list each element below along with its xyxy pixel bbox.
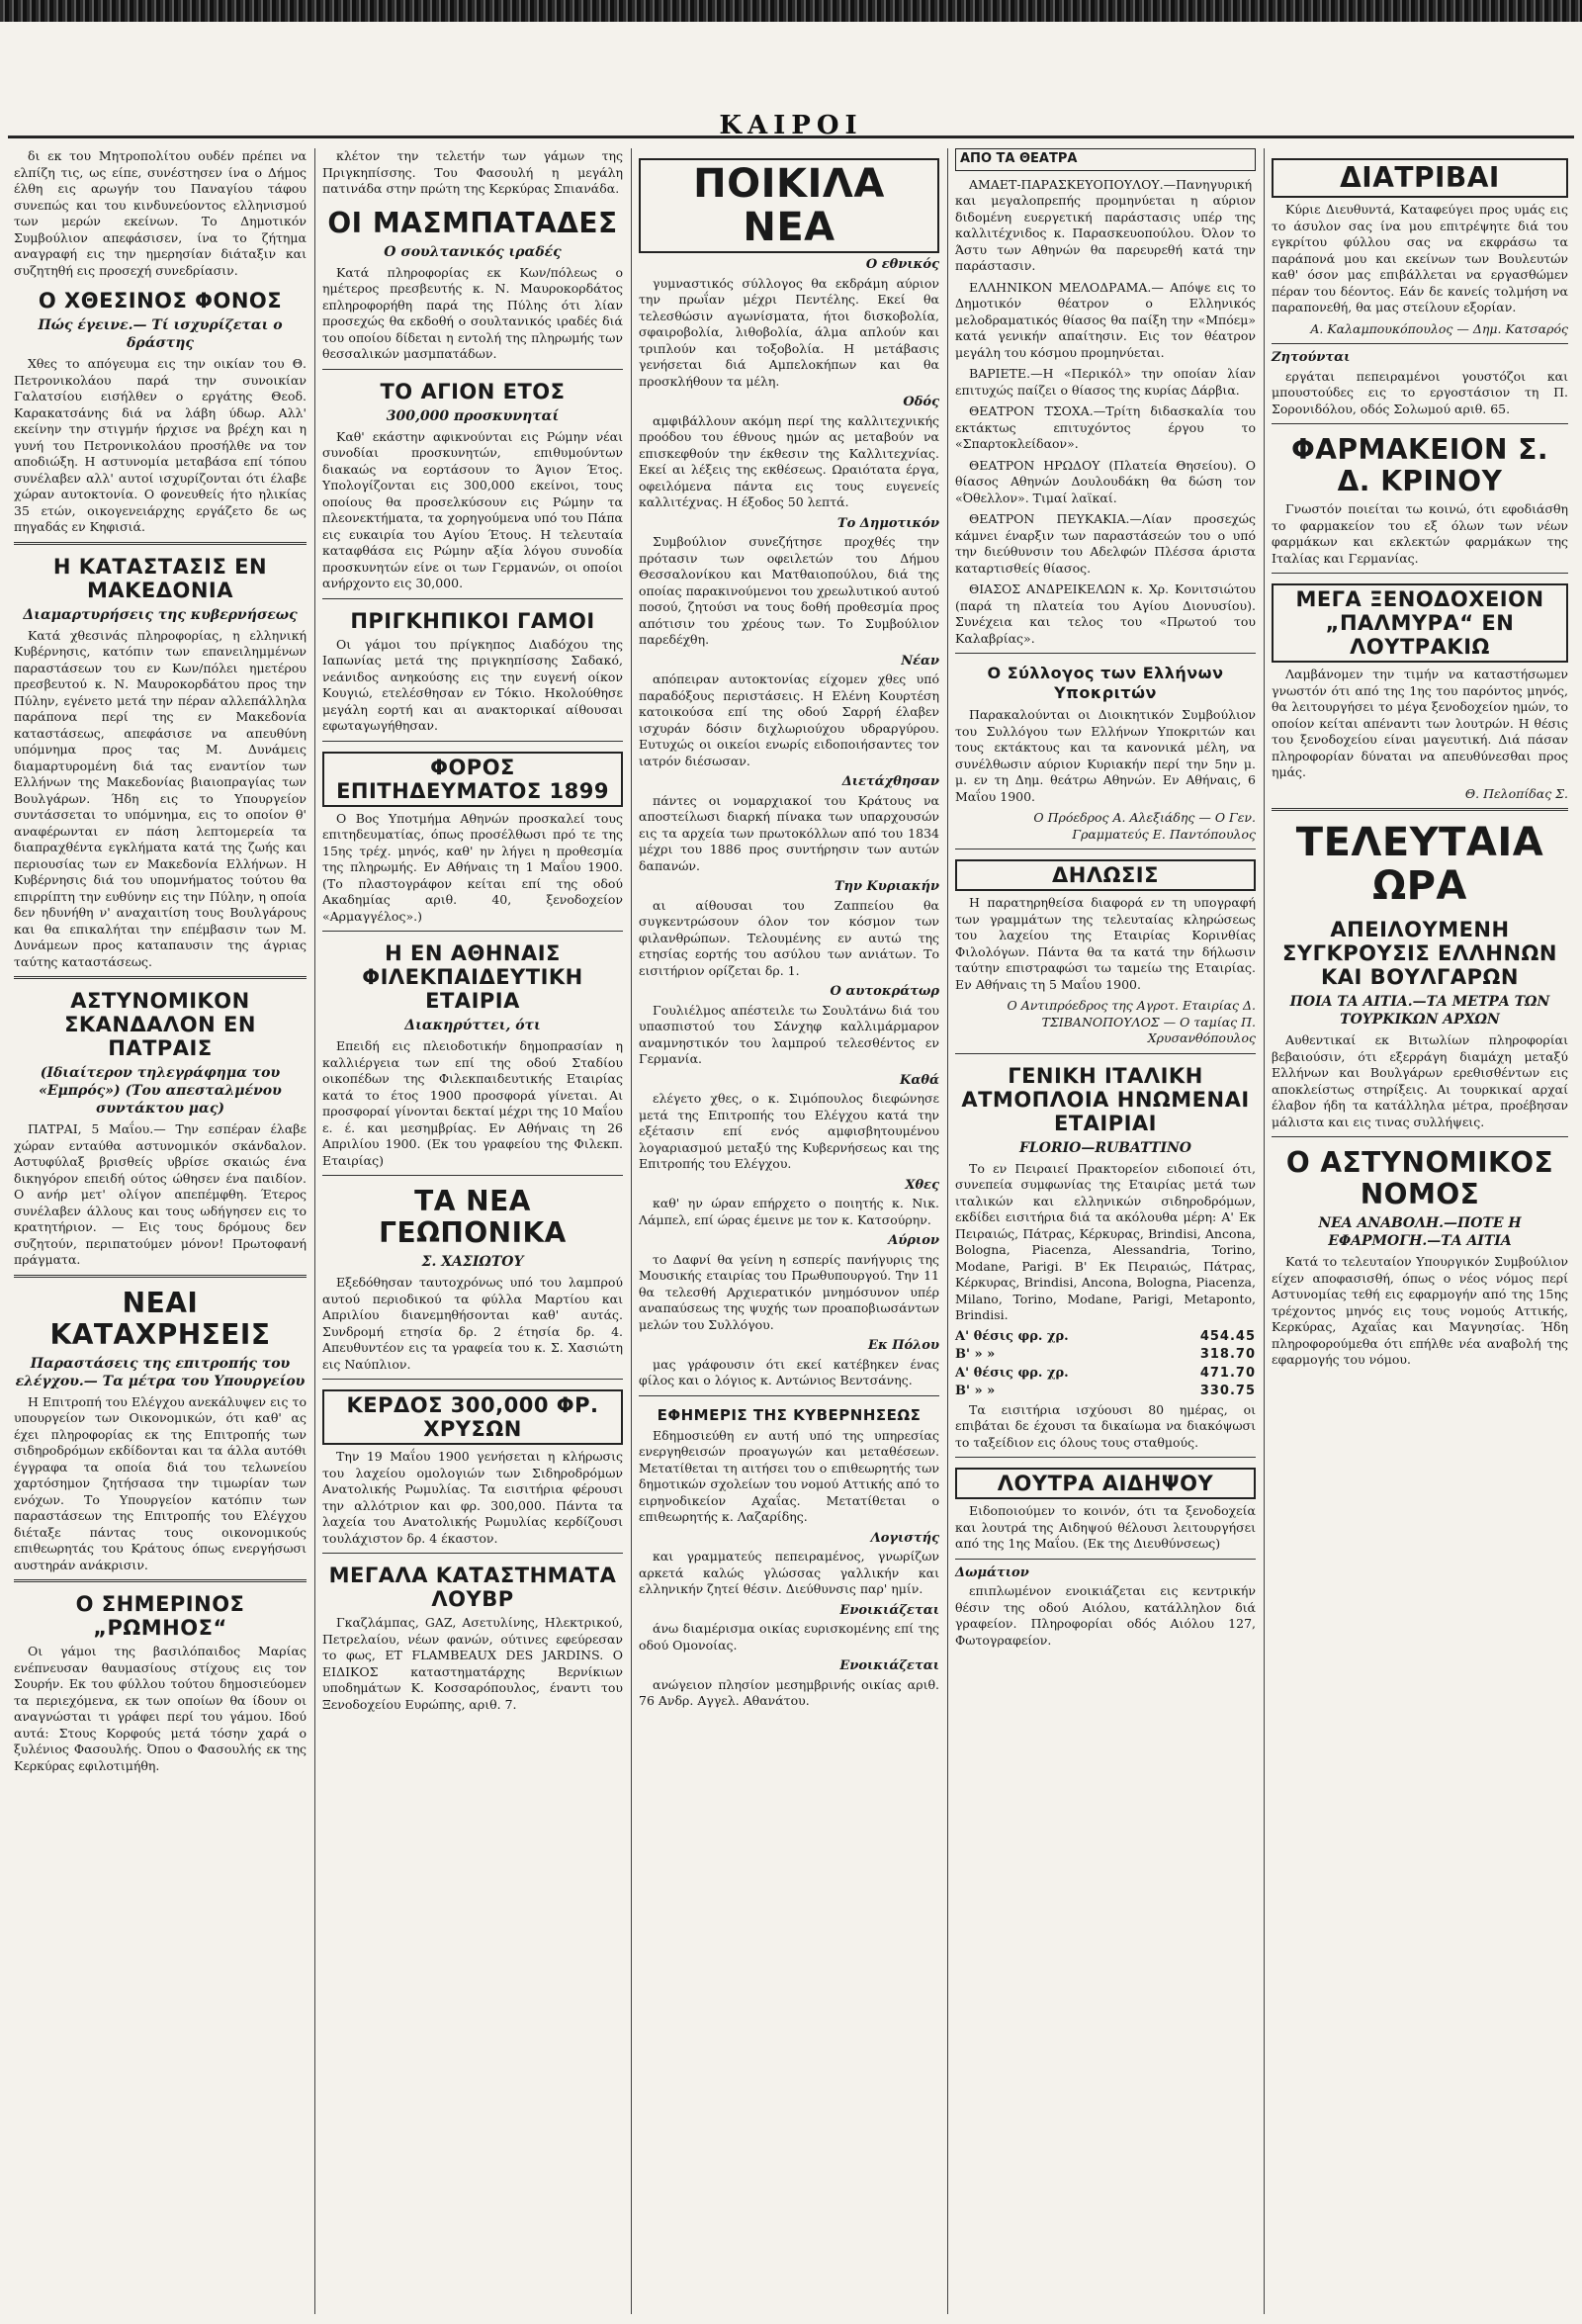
column-1 xyxy=(8,148,312,2314)
subheadline: Διακηρύττει, ότι xyxy=(404,1018,541,1033)
subheadline: FLORIO—RUBATTINO xyxy=(1018,1139,1191,1156)
divider xyxy=(14,1275,307,1278)
headline-syllogos: Ο Σύλλογος των Ελλήνων Υποκριτών xyxy=(987,664,1224,702)
item-lead: Λογιστής xyxy=(870,1530,939,1546)
subheadline: (Ιδιαίτερον τηλεγράφημα του «Εμπρός») (Του απεσταλμένου συντάκτου μας) xyxy=(39,1065,282,1117)
item-lead: Εκ Πόλου xyxy=(868,1338,939,1353)
divider xyxy=(322,931,623,932)
news-item: καθ' ην ώραν επήρχετο ο ποιητής κ. Νικ. Λάμπελ, επί ώρας έμεινε με τον κ. Κατσούρην. xyxy=(639,1196,939,1227)
article-text: Κατά πληροφορίας εκ Κων/πόλεως ο ημέτερος πρεσβευτής κ. Ν. Μαυροκορδάτος επληροφορήθη παρά της Πύλης ότι λίαν προσεχώς θα εκδοθή ο σουλτανικός ιραδές διά του οποίου δίδεται η εντολή της πληρωμής των θεσσαλικών μασμπατάδων. xyxy=(322,264,623,361)
divider xyxy=(322,741,623,742)
divider xyxy=(322,1175,623,1176)
subheadline: ΠΟΙΑ ΤΑ ΑΙΤΙΑ.—ΤΑ ΜΕΤΡΑ ΤΩΝ ΤΟΥΡΚΙΚΩΝ ΑΡΧΩΝ xyxy=(1289,994,1550,1028)
item-lead: Οδός xyxy=(903,395,939,409)
column-5 xyxy=(1266,148,1574,2314)
article-text: Οι γάμοι της βασιλόπαιδος Μαρίας ενέπνευσαν θαυμασίους στίχους εις τον Σουρήν. Εκ του φύλλου τούτου δημοσιεύομεν τα περιεχόμενα, εκ των οποίων θα ίδουν οι αναγνώσται τι γράφει περί του γάμου. Ιδού αυτά: Στους Κορφούς μετά τόσην χαρά ο ξυλένιος Φασουλής. Όπου ο Φασουλής εκ της Κερκύρας εφιλοτιμήθη. xyxy=(14,1644,307,1773)
classified-ad: ανώγειον πλησίον μεσημβρινής οικίας αριθ. 76 Ανδρ. Αγγελ. Αθανάτου. xyxy=(639,1676,939,1708)
headline-efimeris: ΕΦΗΜΕΡΙΣ ΤΗΣ ΚΥΒΕΡΝΗΣΕΩΣ xyxy=(657,1405,922,1424)
theatre-item: ΘΕΑΤΡΟΝ ΤΣΟΧΑ.—Τρίτη διδασκαλία του εκτάκτως επιτυχόντος έργου το «Σπαρτοκλείδαον». xyxy=(955,403,1256,451)
article-text: Ο Βος Υποτμήμα Αθηνών προσκαλεί τους επιτηδευματίας, όπως προσέλθωσι πρό τε της 15ης τρέχ. μηνός, καθ' ην λήγει η προθεσμία της πληρωμής. Εν Αθήναις τη 1 Μαΐου 1900. (Το πλαστογράφον κείται επί της οδού Ακαδημίας αριθ. 40, ξενοδοχείον «Αρμαγγέλος».) xyxy=(322,810,623,924)
headline-skandalon: ΑΣΤΥΝΟΜΙΚΟΝ ΣΚΑΝΔΑΛΟΝ ΕΝ ΠΑΤΡΑΙΣ xyxy=(64,989,256,1060)
theatre-item: ΘΕΑΤΡΟΝ ΗΡΩΔΟΥ (Πλατεία Θησείου). Ο θίασος Αθηνών Δουλουδάκη θα δώση τον «Όθελλον». Τιμαί λαϊκαί. xyxy=(955,457,1256,505)
divider xyxy=(955,1457,1256,1458)
fare-value: 330.75 xyxy=(1199,1384,1256,1398)
fare-row xyxy=(955,1329,1256,1346)
fare-label: Α' θέσις φρ. χρ. xyxy=(955,1365,1069,1381)
section-label-theatra: ΑΠΟ ΤΑ ΘΕΑΤΡΑ xyxy=(955,148,1256,171)
divider xyxy=(322,1553,623,1554)
divider xyxy=(14,976,307,979)
news-item: Εδημοσιεύθη εν αυτή υπό της υπηρεσίας ενεργηθεισών προαγωγών και μεταθέσεων. Μετατίθεται τη αιτήσει του ο επιθεωρητής των δημοτικών σχολείων του νομού Αττικής από το ειρηνοδικείον Αχαΐας. Μετατίθεται ο επιθεωρητής κ. Λαζαρίδης. xyxy=(639,1427,939,1524)
item-lead: Καθά xyxy=(900,1072,939,1088)
classified-ad: επιπλωμένον ενοικιάζεται εις κεντρικήν θέσιν της οδού Αιόλου, κατάλληλον διά γραφείον. Πληροφορίαι οδός Αιόλου 127, Φωτογραφείον. xyxy=(955,1583,1256,1648)
subheadline: ΝΕΑ ΑΝΑΒΟΛΗ.—ΠΟΤΕ Η ΕΦΑΡΜΟΓΗ.—ΤΑ ΑΙΤΙΑ xyxy=(1318,1215,1522,1249)
headline-geoponika: ΤΑ ΝΕΑ ΓΕΩΠΟΝΙΚΑ xyxy=(379,1185,567,1249)
item-lead: Αύριον xyxy=(888,1233,939,1248)
fare-label: Α' θέσις φρ. χρ. xyxy=(955,1328,1069,1344)
column-2 xyxy=(316,148,629,2314)
article-text: Οι γάμοι του πρίγκηπος Διαδόχου της Ιαπωνίας μετά της πριγκηπίσσης Σαδακό, νεάνιδος ανηκούσης εις την ευγενή οίκον Κουγιώ, ετελέσθησαν εν Τόκιο. Ηκολούθησε μεγάλη εορτή και αι ανακτορικαί αίθουσαι εφωταγωγήθησαν. xyxy=(322,636,623,733)
divider xyxy=(1272,343,1568,344)
scan-top-edge xyxy=(0,0,1582,22)
news-item: αι αίθουσαι του Ζαππείου θα συγκεντρώσουν όλον τον κόσμον των φιλανθρώπων. Τελουμένης εν αυτώ της ετησίας εορτής του ασύλου των ανιάτων. Το εισιτήριον ορίζεται δρ. 1. xyxy=(639,897,939,978)
fare-row xyxy=(955,1347,1256,1364)
news-item: ελέγετο χθες, ο κ. Σιμόπουλος διεφώνησε μετά της Επιτροπής του Ελέγχου κατά την εξέτασιν επί ενός αμφισβητουμένου λογαριασμού μεταξύ της Κυβερνήσεως και της Επιτροπής του Ελέγχου. xyxy=(639,1091,939,1171)
divider xyxy=(639,1395,939,1396)
signature: Θ. Πελοπίδας Σ. xyxy=(1464,785,1568,801)
article-text: Χθες το απόγευμα εις την οικίαν του Θ. Πετρονικολάου παρά την συνοικίαν Γαλατσίου εισήλθεν ο εργάτης Θεοδ. Καρακατσάνης διά να λάβη ύδωρ. Αλλ' εκείνην την στιγμήν ήρχισε να βρέχη και η γυνή του Πετρονικολάου προσήλθε να τον αποδιώξη. Η αστυνομία μεταβάσα επί τόπου συνέλαβεν αλλ' αυτοί ισχυρίζονται ότι έλαβε χώραν αυτοκτονία. Ο φονευθείς ήτο ηλικίας 35 ετών, οικογενειάρχης εργάζετο δε ως πηγαδάς εν Κηφισιά. xyxy=(14,356,307,534)
masthead-title: ΚΑΙΡΟΙ xyxy=(719,111,863,140)
theatre-item: ΘΙΑΣΟΣ ΑΝΔΡΕΙΚΕΛΩΝ κ. Χρ. Κονιτσιώτου (παρά τη πλατεία του Αγίου Διονυσίου). Συνέχεια και τελος του «Πρωτού του Καλαβρίας». xyxy=(955,581,1256,646)
article-text: Γνωστόν ποιείται τω κοινώ, ότι εφοδιάσθη το φαρμακείον του εξ όλων των νέων φαρμάκων και εκλεκτών φαρμάκων της Ιταλίας και Γερμανίας. xyxy=(1272,501,1568,566)
column-3 xyxy=(633,148,945,2314)
divider xyxy=(322,369,623,370)
item-lead: Ενοικιάζεται xyxy=(839,1602,939,1618)
article-text: Λαμβάνομεν την τιμήν να καταστήσωμεν γνωστόν ότι από της 1ης του παρόντος μηνός, θα λειτουργήσει το μέγα ξενοδοχείον ημών, το οποίον κείται απέναντι των λουτρών. Η θέσις του ξενοδοχείου είναι μαγευτική. Διά πάσαν πληροφορίαν δύναται να απευθύνεσθαι προς ημάς. xyxy=(1272,667,1568,779)
fare-row xyxy=(955,1366,1256,1383)
fare-value: 318.70 xyxy=(1199,1347,1256,1362)
masthead-rule xyxy=(8,135,1574,138)
signature: Ο Πρόεδρος Α. Αλεξιάδης — Ο Γεν. Γραμματεύς Ε. Παντόπουλος xyxy=(1033,810,1256,842)
article-text: Τα εισιτήρια ισχύουσι 80 ημέρας, οι επιβάται δε έχουσι τα δικαίωμα να διακόψωσι το ταξείδιον εις όλους τους σταθμούς. xyxy=(955,1401,1256,1450)
subheadline: Ο σουλτανικός ιραδές xyxy=(384,243,562,260)
signature: Α. Καλαμπουκόπουλος — Δημ. Κατσαρός xyxy=(1310,320,1568,336)
article-text: Η Επιτροπή του Ελέγχου ανεκάλυψεν εις το υπουργείον των Οικονομικών, ότι καθ' ας έχει πληροφορίας εκ της Επιτροπής των σιδηροδρόμων εκδίδονται και τα άλλα αυτόθι έγγραφα τα οποία διά του τελωνείου χαρτόσημον ζητήσασα την τιμωρίαν των ενόχων. Το Υπουργείον κατόπιν των παραστάσεων της Επιτροπής του Ελέγχου διέταξε πάντας τους οικονομικούς επιθεωρητάς του Κράτους όπως ενεργήσωσι αυστηράν ανάκρισιν. xyxy=(14,1393,307,1572)
headline-makedonia: Η ΚΑΤΑΣΤΑΣΙΣ ΕΝ ΜΑΚΕΔΟΝΙΑ xyxy=(52,554,268,602)
item-lead: Χθες xyxy=(905,1177,939,1193)
divider xyxy=(14,1579,307,1582)
column-4 xyxy=(949,148,1262,2314)
article-text: Κατά χθεσινάς πληροφορίας, η ελληνική Κυβέρνησις, κατόπιν των επανειλημμένων παραστάσεων του εν Κων/πόλει ημετέρου πρεσβευτού κ. Ν. Μαυροκορδάτου προς την Πύλην, εγένετο μετά την πέραν αλλεπάλληλα παράπονα περί της εν Μακεδονία καταστάσεως, απεφάσισε να απευθύνη υπόμνημα προς τας Μ. Δυνάμεις διαμαρτυρομένη διά τας εναντίον των Ελλήνων της Μακεδονίας βιαιοπραγίας των Βουλγάρων. Ήδη εις το Υπουργείον συντάσσεται το υπόμνημα, εις το οποίον θ' αναφέρωνται εν πάση λεπτομερεία τα διαπραχθέντα εγκλήματα κατά της ζωής και περιουσίας των εν Μακεδονία Ελλήνων. Η Κυβέρνησις διά του υπομνήματος τούτου θα επιρρίπτη την ευθύνην εις την Πύλην, η οποία δεν ηδυνήθη ν' αναχαιτίση τους Βουλγάρους και θα επικαλήται την επέμβασιν των Μ. Δυνάμεων προς καταπαυσιν της άγριας ταύτης καταστάσεως. xyxy=(14,627,307,969)
item-lead: Διετάχθησαν xyxy=(841,774,939,789)
subheadline: Πώς έγεινε.— Τί ισχυρίζεται ο δράστης xyxy=(38,317,283,351)
headline-kerdos: ΚΕΡΔΟΣ 300,000 ΦΡ. ΧΡΥΣΩΝ xyxy=(322,1389,623,1445)
item-lead: Δωμάτιον xyxy=(955,1564,1029,1580)
theatre-item: ΒΑΡΙΕΤΕ.—Η «Περικόλ» την οποίαν λίαν επιτυχώς παίζει ο θίασος της κυρίας Δάρβια. xyxy=(955,366,1256,398)
column-divider xyxy=(631,148,632,2314)
subheadline: Διαμαρτυρήσεις της κυβερνήσεως xyxy=(23,606,298,623)
theatre-item: ΘΕΑΤΡΟΝ ΠΕΥΚΑΚΙΑ.—Λίαν προσεχώς κάμνει έναρξιν των παραστάσεών του ο υπό την διεύθυνσιν του Αδελφών Πλέσσα άριστα καταρτισθείς θίασος. xyxy=(955,511,1256,576)
article-text: Εξεδόθησαν ταυτοχρόνως υπό του λαμπρού αυτού περιοδικού τα φύλλα Μαρτίου και Απριλίου διανεμηθήσονται καθ' αυτάς. Συνδρομή ετησία δρ. 2 έτησία δρ. 4. Απευθυντέον εις τα γραφεία του κ. Σ. Χασιώτη εις Ναύπλιον. xyxy=(322,1275,623,1372)
item-lead: Ενοικιάζεται xyxy=(839,1658,939,1673)
headline-agion-etos: ΤΟ ΑΓΙΟΝ ΕΤΟΣ xyxy=(380,379,566,403)
article-text: κλέτον την τελετήν των γάμων της Πριγκηπίσσης. Του Φασουλή η μεγάλη πατινάδα στην πρώτη της Κερκύρας Σπιανάδα. xyxy=(322,148,623,196)
column-divider xyxy=(1264,148,1265,2314)
news-item: μας γράφουσιν ότι εκεί κατέβηκεν ένας φίλος και ο λόγιος κ. Αντώνιος Βεντσάνης. xyxy=(639,1356,939,1387)
article-text: Επειδή εις πλειοδοτικήν δημοπρασίαν η καλλιέργεια των επί της οδού Σταδίου οικοπέδων της Φιλεκπαιδευτικής Εταιρίας κατά το έτος 1900 προσφορά γίνεται. Αι προσφοραί γίνονται δεκταί μέχρι της 10 Μαΐου ε. έ. και μεσημβρίας. Εν Αθήναις τη 26 Απριλίου 1900. (Εκ του γραφείου της Φιλεκπ. Εταιρίας) xyxy=(322,1038,623,1168)
headline-foros: ΦΟΡΟΣ ΕΠΙΤΗΔΕΥΜΑΤΟΣ 1899 xyxy=(322,752,623,807)
article-text: Γκαζλάμπας, GAZ, Ασετυλίνης, Ηλεκτρικού, Πετρελαίου, νέων φανών, ούτινες εφεύρεσαν το φως, ET FLAMBEAUX DES JARDINS. Ο ΕΙΔΙΚΟΣ καταστηματάρχης Βερνίκιων υποδημάτων Κ. Κοσσαρόπουλος, έναντι του Ξενοδοχείου Ευρώπης, αριθ. 7. xyxy=(322,1615,623,1712)
article-text: Καθ' εκάστην αφικνούνται εις Ρώμην νέαι συνοδίαι προσκυνητών, επιθυμούντων διακαώς να εορτάσουν το Άγιον Έτος. Υπολογίζονται εις 300,000 εκείνοι, τους οποίους θα προσελκύσουν εις Ρώμην τα πλεονεκτήματα, τα χορηγούμενα υπό του Πάπα εις ευκαιρία του Αγίου Έτους. Η τελευταία καταφθάσα εις Ρώμην αξία λόγου συνοδία προσκυνητών είνε οι των Γερμανών, οι οποίοι ανήρχοντο εις 30,000. xyxy=(322,428,623,590)
headline-teleftaia-ora: ΤΕΛΕΥΤΑΙΑ ΩΡΑ xyxy=(1295,820,1544,909)
fare-row xyxy=(955,1384,1256,1400)
headline-filekpaideftiki: Η ΕΝ ΑΘΗΝΑΙΣ ΦΙΛΕΚΠΑΙΔΕΥΤΙΚΗ ΕΤΑΙΡΙΑ xyxy=(362,941,583,1013)
item-lead: Το Δημοτικόν xyxy=(836,515,939,531)
headline-diatrivai: ΔΙΑΤΡΙΒΑΙ xyxy=(1272,158,1568,198)
fare-label: Β' » » xyxy=(955,1347,996,1362)
item-lead: Ζητούνται xyxy=(1272,350,1351,365)
divider xyxy=(322,598,623,599)
article-text: ΠΑΤΡΑΙ, 5 Μαΐου.— Την εσπέραν έλαβε χώραν ενταύθα αστυνομικόν σκάνδαλον. Αστυφύλαξ βρισθείς υβρίσε σκαιώς ένα δικηγόρον επειδή ούτος ώθησεν ένα παιδίον. Ο ανήρ μετ' ολίγον απεπέμφθη. Έτερος συνέλαβεν άλλους και τους ωδήγησεν εις το κρατητήριον. — Εις τους δρόμους δεν συζητούν, περιπατούμεν μόνον! Πρωτοφανή πράγματα. xyxy=(14,1121,307,1267)
item-lead: Νέαν xyxy=(901,653,939,669)
headline-romios: Ο ΣΗΜΕΡΙΝΟΣ „ΡΩΜΗΟΣ“ xyxy=(75,1592,245,1640)
subheadline: 300,000 προσκυνηταί xyxy=(386,407,560,424)
article-text: Κύριε Διευθυντά, Καταφεύγει προς υμάς εις το άσυλον σας ίνα μου επιτρέψητε διά του εγκρίτου φύλλου σας να εκφράσω τα παράπονά μου και εκείνων των Βουλευτών καθ' όσον μας επιβάλλεται να εργασθώμεν πέραν του δέοντος. Εάν δε κανείς τολμήση να παραπονεθή, θα μας στείλουν εξορίαν. xyxy=(1272,202,1568,314)
headline-katachriseis: ΝΕΑΙ ΚΑΤΑΧΡΗΣΕΙΣ xyxy=(49,1286,271,1351)
news-item: Γουλιέλμος απέστειλε τω Σουλτάνω διά του υπασπιστού του Σάνχηφ καλλιμάρμαρον αναμνηστικόν του λαμπρού τελεσθέντος εν Γερμανία. xyxy=(639,1002,939,1066)
news-item: απόπειραν αυτοκτονίας είχομεν χθες υπό παραδόξους περιστάσεις. Η Ελένη Κουρτέση κατοικούσα επί της οδού Σαρρή έλαβεν ισχυράν δόσιν διχλωριούχου υδραργύρου. Ευτυχώς οι οικείοι ενωρίς ειδοποιήσαντες τον ιατρόν διέσωσαν. xyxy=(639,671,939,768)
headline-louvr: ΜΕΓΑΛΑ ΚΑΤΑΣΤΗΜΑΤΑ ΛΟΥΒΡ xyxy=(328,1564,617,1611)
divider xyxy=(955,653,1256,654)
divider xyxy=(955,1053,1256,1054)
headline-fonos: Ο ΧΘΕΣΙΝΟΣ ΦΟΝΟΣ xyxy=(38,289,283,313)
headline-sygkrousis: ΑΠΕΙΛΟΥΜΕΝΗ ΣΥΓΚΡΟΥΣΙΣ ΕΛΛΗΝΩΝ ΚΑΙ ΒΟΥΛΓΑΡΩΝ xyxy=(1282,918,1557,989)
divider xyxy=(14,542,307,545)
headline-astynomikos-nomos: Ο ΑΣΤΥΝΟΜΙΚΟΣ ΝΟΜΟΣ xyxy=(1285,1146,1554,1210)
headline-prigkipikoi-gamoi: ΠΡΙΓΚΗΠΙΚΟΙ ΓΑΜΟΙ xyxy=(350,608,595,633)
divider xyxy=(1272,1136,1568,1137)
headline-farmakeion: ΦΑΡΜΑΚΕΙΟΝ Σ. Δ. ΚΡΙΝΟΥ xyxy=(1290,433,1549,497)
divider xyxy=(1272,573,1568,574)
subheadline: Παραστάσεις της επιτροπής του ελέγχου.— Τα μέτρα του Υπουργείου xyxy=(15,1355,306,1389)
masthead xyxy=(0,111,1582,144)
divider xyxy=(955,1559,1256,1560)
article-text: Παρακαλούνται οι Διοικητικόν Συμβούλιον του Συλλόγου των Ελλήνων Υποκριτών και τους εκτάκτους και τα κανονικά μέλη, να συνέλθωσιν αύριον Κυριακήν περί την 5ην μ. μ. εν τη Δημ. θεάτρω Αθηνών. Εν Αθήναις, 6 Μαΐου 1900. xyxy=(955,707,1256,804)
divider xyxy=(1272,808,1568,811)
column-divider xyxy=(314,148,315,2314)
fare-value: 454.45 xyxy=(1199,1328,1256,1344)
classified-ad: και γραμματεύς πεπειραμένος, γνωρίζων αρκετά καλώς γλώσσας γαλλικήν και ελληνικήν ζητεί θέσιν. Διεύθυνσις παρ' ημίν. xyxy=(639,1549,939,1596)
classified-ad: εργάται πεπειραμένοι γουστόζοι και μπουστούδες εις το εργοστάσιον τη Π. Σορονιδόλου, οδός Σολωμού αριθ. 65. xyxy=(1272,368,1568,416)
divider xyxy=(322,1379,623,1380)
theatre-item: ΑΜΑΕΤ-ΠΑΡΑΣΚΕΥΟΠΟΥΛΟΥ.—Πανηγυρική και μεγαλοπρεπής προμηνύεται η αύριον διδομένη ευεργετική παράστασις υπέρ της καλλιτέχνιδος κ. Παρασκευοπούλου. Όλον το Άστυ των Αθηνών θα παρευρεθή κατά την παράστασιν. xyxy=(955,176,1256,273)
article-text: Κατά το τελευταίον Υπουργικόν Συμβούλιον είχεν αποφασισθή, όπως ο νέος νόμος περί Αστυνομίας τεθή εις εφαρμογήν από της 15ης τρέχοντος μηνός εις τους νομούς Αττικής, Κερκύρας, Αχαΐας και Μαγνησίας. Ήδη πληροφορούμεθα ότι επήλθε νέα αναβολή της εφαρμογής του νόμου. xyxy=(1272,1254,1568,1367)
item-lead: Την Κυριακήν xyxy=(834,879,939,894)
fare-label: Β' » » xyxy=(955,1384,996,1398)
news-item: το Δαφνί θα γείνη η εσπερίς πανήγυρις της Μουσικής εταιρίας του Πρωθυπουργού. Την 11 θα τελεσθή Αρχιερατικόν μνημόσυνον υπέρ αναπαύσεως της ψυχής των προαποβιωσάντων μελών του Συλλόγου. xyxy=(639,1251,939,1332)
subheadline: Σ. ΧΑΣΙΩΤΟΥ xyxy=(421,1254,524,1270)
item-lead: Ο αυτοκράτωρ xyxy=(830,984,939,999)
article-text: Η παρατηρηθείσα διαφορά εν τη υπογραφή των γραμμάτων της τελευταίας κληρώσεως του λαχείου της Εταιρίας Κορινθίας Φιλολόγων. Πάντα θα τα κατά την δήλωσιν ταύτην επιστραφώσι τω ταμείω της Εταιρίας. Εν Αθήναις τη 5 Μαΐου 1900. xyxy=(955,895,1256,992)
headline-poikila-nea: ΠΟΙΚΙΛΑ ΝΕΑ xyxy=(639,158,939,253)
article-text: Το εν Πειραιεί Πρακτορείον ειδοποιεί ότι, συνεπεία συμφωνίας της Εταιρίας μετά των ιταλικών και ελληνικών σιδηροδρόμων, εκδίδει εισιτήρια διά τα ακόλουθα μέρη: Α' Εκ Πειραιώς, Πάτρας, Κέρκυρας, Brindisi, Ancona, Bologna, Piacenza, Alessandria, Torino, Modane, Parigi. Β' Εκ Πειραιώς, Πάτρας, Κέρκυρας, Brindisi, Ancona, Bologna, Piacenza, Milano, Torino, Modane, Parigi, Metaponto, Brindisi. xyxy=(955,1160,1256,1322)
headline-atmoploia: ΓΕΝΙΚΗ ΙΤΑΛΙΚΗ ΑΤΜΟΠΛΟΙΑ ΗΝΩΜΕΝΑΙ ΕΤΑΙΡΙΑΙ xyxy=(961,1063,1250,1135)
headline-palmyra: ΜΕΓΑ ΞΕΝΟΔΟΧΕΙΟΝ „ΠΑΛΜΥΡΑ“ ΕΝ ΛΟΥΤΡΑΚΙΩ xyxy=(1272,583,1568,663)
item-lead: Ο εθνικός xyxy=(865,257,939,272)
headline-masmpatades: ΟΙ ΜΑΣΜΠΑΤΑΔΕΣ xyxy=(327,206,618,239)
news-item: πάντες οι νομαρχιακοί του Κράτους να αποστείλωσι διαρκή πίνακα των υπαρχουσών εις τα αρχεία των πρωτοκόλλων από του 1834 μέχρι του 1886 προς συντήρησιν των αυτών δαπανών. xyxy=(639,792,939,873)
column-divider xyxy=(947,148,948,2314)
article-text: Ειδοποιούμεν το κοινόν, ότι τα ξενοδοχεία και λουτρά της Αιδηψού θέλουσι λειτουργήσει από της 1ης Μαΐου. (Εκ της Διευθύνσεως) xyxy=(955,1503,1256,1551)
headline-loutra: ΛΟΥΤΡΑ ΑΙΔΗΨΟΥ xyxy=(955,1468,1256,1499)
article-text: δι εκ του Μητροπολίτου ουδέν πρέπει να ελπίζη τις, ως είπε, συνέστησεν ίνα ο Δήμος έλθη εις αρωγήν του Παναγίου τάφου συνεπώς και του κινδυνεύοντος ελληνισμού των μερών εκείνων. Το Δημοτικόν Συμβούλιον απεφάσισεν, ίνα το ζήτημα αναγραφή εις την ημερησίαν διάταξιν και συζητηθή εις προσεχή συνεδρίασιν. xyxy=(14,148,307,278)
fare-value: 471.70 xyxy=(1199,1365,1256,1381)
divider xyxy=(1272,423,1568,424)
article-text: Την 19 Μαΐου 1900 γενήσεται η κλήρωσις του λαχείου ομολογιών των Σιδηροδρόμων Ανατολικής Ρωμυλίας. Τα εισιτήρια φέρουσι την αλλότριον και φρ. 300,000. Πάντα τα λαχεία του Ανατολικής Ρωμυλίας κερδίζουσι τουλάχιστον δρ. 4 έκαστον. xyxy=(322,1449,623,1546)
news-item: αμφιβάλλουν ακόμη περί της καλλιτεχνικής προόδου του έθνους ημών ας μεταβούν να επισκεφθούν την έκθεσιν της Καλλιτεχνίας. Εκεί αι λέξεις της εκθέσεως. Ωραιότατα έργα, οφειλόμενα πάντα εις τους ευγενείς καλλιτέχνας. Η έξοδος 50 λεπτά. xyxy=(639,412,939,509)
news-item: γυμναστικός σύλλογος θα εκδράμη αύριον την πρωΐαν μέχρι Πεντέλης. Εκεί θα τελεσθώσιν αγωνίσματα, ήτοι δισκοβολία, σφαιροβολία, λιθοβολία, άλμα απλούν και τριπλούν και τοξοβολία. Η μετάβασις γενήσεται διά Αμπελοκήπων και θα προσκλήθουν τα μέλη. xyxy=(639,275,939,389)
classified-ad: άνω διαμέρισμα οικίας ευρισκομένης επί της οδού Ομονοίας. xyxy=(639,1621,939,1653)
signature: Ο Αντιπρόεδρος της Αγροτ. Εταιρίας Δ. ΤΣΙΒΑΝΟΠΟΥΛΟΣ — Ο ταμίας Π. Χρυσανθόπουλος xyxy=(1007,998,1256,1045)
theatre-item: ΕΛΛΗΝΙΚΟΝ ΜΕΛΟΔΡΑΜΑ.— Απόψε εις το Δημοτικόν θέατρον ο Ελληνικός μελοδραματικός θίασος θα παίξη την «Μπόεμ» κατά γενικήν απαίτησιν. Εις τον θέατρον μεγάλη του κόσμου προμηνύεται. xyxy=(955,279,1256,360)
headline-dilosis: ΔΗΛΩΣΙΣ xyxy=(955,859,1256,891)
article-text: Αυθεντικαί εκ Βιτωλίων πληροφορίαι βεβαιούσιν, ότι εξερράγη διαμάχη μεταξύ Ελλήνων και Βουλγάρων ερεθισθέντων εις αποκλείστως στηρίξεις. Αι τουρκικαί αρχαί έλαβον ήδη τα κατάλληλα μέτρα, προέβησαν μάλιστα και εις τινας συλλήψεις. xyxy=(1272,1032,1568,1129)
news-item: Συμβούλιον συνεζήτησε προχθές την πρότασιν των οφειλετών του Δήμου Θεσσαλονίκου και Ματθαιοπούλου, διά της οποίας παρακινούμενοι του χρεωλυτικού αυτού ποσού, ζητούσι να τους δοθή προθεσμία προς απότισιν του χρέους των. Το Συμβούλιον παρεδέχθη. xyxy=(639,534,939,647)
